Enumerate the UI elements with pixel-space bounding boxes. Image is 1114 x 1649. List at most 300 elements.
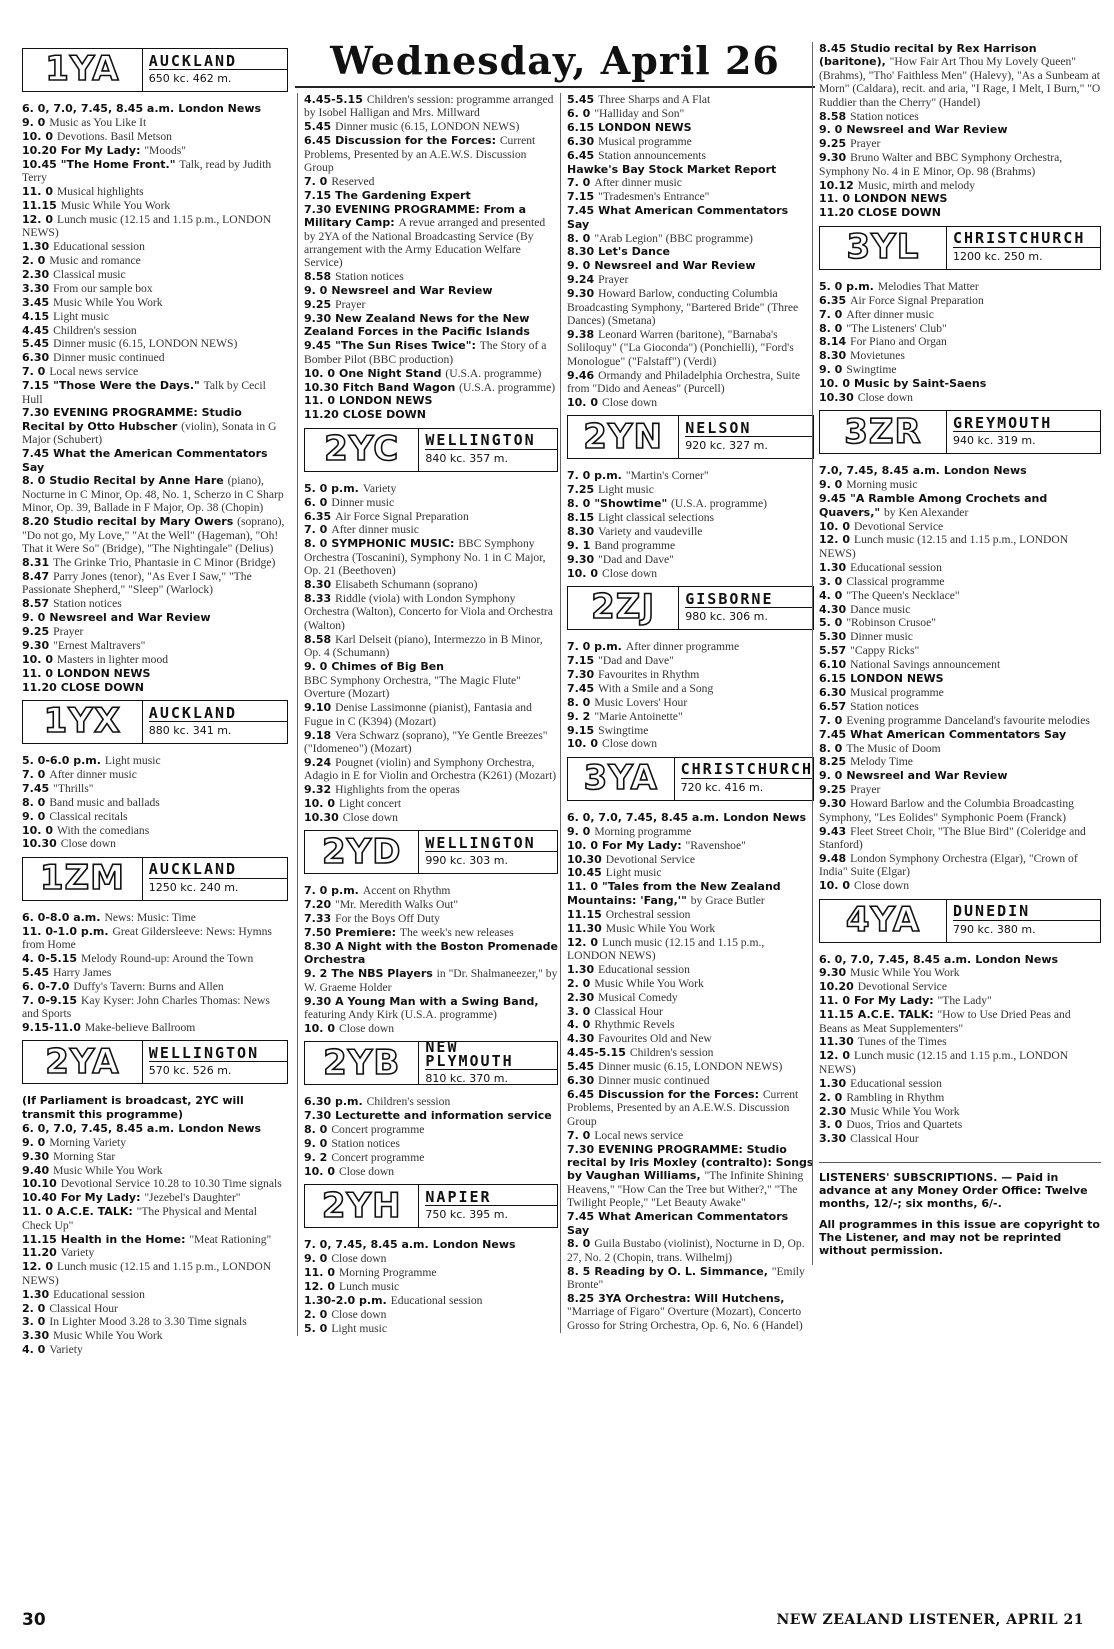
programme-time: 10.20 xyxy=(819,980,854,994)
programme-highlight: Newsreel and War Review xyxy=(49,611,211,625)
programme-entry xyxy=(819,42,1101,109)
programme-title: Station notices xyxy=(850,109,919,123)
station-info xyxy=(947,411,1100,453)
programme-time: 6. 0, 7.0, 7.45, 8.45 a.m. xyxy=(22,1121,175,1135)
station-call-sign: 3YA xyxy=(568,758,675,800)
programme-time: 8.31 xyxy=(22,555,50,569)
programme-title: (piano), Nocturne in C Minor, Op. 48, No. 1, Scherzo in C Sharp Minor, Op. 39, Ballade in F Major, Op. 38 (Chopin) xyxy=(22,474,284,515)
programme-time: 6.30 xyxy=(567,134,595,148)
programme-time: 11. 0 xyxy=(304,1266,335,1280)
programme-entry xyxy=(819,151,1101,178)
station-header xyxy=(22,700,288,744)
programme-title: Band programme xyxy=(594,538,676,552)
programme-title: Close down xyxy=(338,1164,395,1178)
programme-time: 7. 0 p.m. xyxy=(567,469,622,483)
programme-title: From our sample box xyxy=(53,281,153,295)
programme-time: 8. 0 xyxy=(819,741,843,755)
programme-title: Close down xyxy=(853,879,910,893)
programme-time: 7.30 xyxy=(22,406,50,420)
programme-entry xyxy=(304,1280,558,1293)
programme-title: Devotional Service xyxy=(853,519,944,533)
programme-entry xyxy=(567,204,814,231)
programme-entry xyxy=(22,994,288,1021)
programme-entry xyxy=(22,611,288,624)
programme-title: Movietunes xyxy=(850,349,905,363)
programme-entry xyxy=(819,280,1101,293)
station-call-sign: 3ZR xyxy=(820,411,947,453)
programme-entry xyxy=(304,756,558,783)
programme-time: 5. 0 p.m. xyxy=(304,481,359,495)
programme-highlight: One Night Stand xyxy=(338,366,446,380)
programme-title: After dinner music xyxy=(331,523,419,537)
column-1 xyxy=(22,42,288,1357)
programme-title: Lunch music (12.15 and 1.15 p.m., LONDON NEWS) xyxy=(22,1260,272,1287)
programme-time: 10. 0 xyxy=(304,366,335,380)
programme-title: Close down xyxy=(338,1021,395,1035)
programme-title: Classical Hour xyxy=(49,1301,118,1315)
programme-entry xyxy=(304,633,558,660)
programme-time: 10. 0 xyxy=(22,129,53,143)
programme-entry xyxy=(819,852,1101,879)
programme-time: 7.50 xyxy=(304,926,332,940)
programme-title: Educational session xyxy=(53,1287,145,1301)
station-info xyxy=(143,1041,287,1083)
programme-entry xyxy=(567,977,814,990)
programme-entry xyxy=(22,406,288,446)
programme-entry xyxy=(22,102,288,115)
programme-entry xyxy=(22,625,288,638)
programme-title: Light music xyxy=(331,1321,388,1335)
programme-entry xyxy=(819,349,1101,362)
station-city: CHRISTCHURCH xyxy=(953,232,1100,247)
programme-time: 11. 0 xyxy=(819,994,850,1008)
programme-entry xyxy=(567,1237,814,1264)
programme-entry xyxy=(22,768,288,781)
programme-title: Music, mirth and melody xyxy=(857,178,976,192)
programme-time: 5.57 xyxy=(819,644,847,658)
programme-time: 9.48 xyxy=(819,851,847,865)
programme-title: "Cappy Ricks" xyxy=(850,644,920,658)
station-header xyxy=(819,226,1101,270)
programme-entry xyxy=(304,482,558,495)
programme-time: 3. 0 xyxy=(819,574,843,588)
programme-time: 9. 0 xyxy=(819,769,843,783)
programme-time: 10. 0 xyxy=(567,838,598,852)
programme-time: 7. 0 xyxy=(304,174,328,188)
programme-highlight: What the American Commentators Say xyxy=(22,447,268,474)
programme-time: 10.20 xyxy=(22,143,57,157)
programme-entry xyxy=(304,408,558,421)
programme-title: In Lighter Mood 3.28 to 3.30 Time signals xyxy=(49,1315,247,1329)
programme-title: (violin), Sonata in G Major (Schubert) xyxy=(22,419,277,447)
programme-entry xyxy=(567,1060,814,1073)
station-frequency: 720 kc. 416 m. xyxy=(680,780,764,794)
station-header xyxy=(304,1038,558,1086)
programme-time: 9.30 xyxy=(567,287,595,301)
programme-entry xyxy=(304,270,558,283)
programme-entry xyxy=(304,284,558,297)
programme-entry xyxy=(22,1136,288,1149)
programme-time: 6.45 xyxy=(304,134,332,148)
programme-time: 9. 2 xyxy=(567,709,591,723)
programme-title: Parry Jones (tenor), "As Ever I Saw," "The Passionate Shepherd," "Sleep" (Warlock) xyxy=(22,569,252,597)
programme-time: 7. 0 p.m. xyxy=(304,884,359,898)
programme-title: For the Boys Off Duty xyxy=(335,912,440,926)
programme-entry xyxy=(819,714,1101,727)
programme-entry xyxy=(22,351,288,364)
programme-title: Concert programme xyxy=(331,1123,425,1137)
programme-time: 6.30 xyxy=(819,685,847,699)
programme-title: Music While You Work xyxy=(53,1329,163,1343)
programme-title: "Halliday and Son" xyxy=(594,106,685,120)
programme-entry xyxy=(819,335,1101,348)
programme-time: 7.30 xyxy=(567,667,595,681)
programme-highlight: "The Home Front." xyxy=(60,157,180,171)
programme-time: 4.30 xyxy=(819,602,847,616)
programme-entry xyxy=(304,729,558,756)
programme-entry xyxy=(22,379,288,406)
programme-title: With the comedians xyxy=(56,823,150,837)
programme-time: 9.15-11.0 xyxy=(22,1021,81,1035)
programme-highlight: Let's Dance xyxy=(598,245,670,259)
programme-title: Music While You Work xyxy=(605,921,716,935)
programme-title: Station notices xyxy=(335,270,404,284)
programme-title: Melody Round-up: Around the Town xyxy=(81,952,254,966)
station-city: AUCKLAND xyxy=(149,863,287,878)
programme-entry xyxy=(304,189,558,202)
programme-title: Prayer xyxy=(598,273,629,287)
programme-entry xyxy=(22,1288,288,1301)
station-info xyxy=(947,227,1100,269)
programme-time: 2. 0 xyxy=(22,253,46,267)
programme-entry xyxy=(22,1233,288,1246)
programme-time: 11.20 xyxy=(22,1246,57,1260)
programme-title: BBC Symphony Orchestra, "The Magic Flute" Overture (Mozart) xyxy=(304,673,521,701)
programme-title: BBC Symphony Orchestra (Toscanini), Symphony No. 1 in C Major, Op. 21 (Beethoven) xyxy=(304,537,546,578)
programme-entry xyxy=(567,121,814,134)
programme-title: A revue arranged and presented by 2YA of the National Broadcasting Service (By arrangement with the Army Education Welfare Service) xyxy=(304,216,546,270)
programme-entry xyxy=(819,603,1101,616)
programme-title: Close down xyxy=(342,811,398,824)
programme-time: 8.15 xyxy=(567,511,595,525)
programme-entry xyxy=(819,755,1101,768)
programme-title: London Symphony Orchestra (Elgar), "Crown of India" Suite (Elgar) xyxy=(819,851,1078,879)
programme-time: 11.15 xyxy=(567,907,602,921)
programme-entry xyxy=(22,1150,288,1163)
programme-highlight: SYMPHONIC MUSIC: xyxy=(331,537,459,551)
programme-entry xyxy=(567,1292,814,1332)
programme-entry xyxy=(567,866,814,879)
programme-time: 7. 0 p.m. xyxy=(567,640,622,654)
programme-time: 7. 0 xyxy=(22,767,46,781)
programme-time: 4.45 xyxy=(22,323,50,337)
programme-time: 9.24 xyxy=(567,273,595,287)
programme-entry xyxy=(22,782,288,795)
programme-title: Current Problems, Presented by an A.E.W.S. Discussion Group xyxy=(304,134,536,175)
programme-entry xyxy=(819,561,1101,574)
programme-title: Devotional Service xyxy=(605,852,695,866)
station-header xyxy=(304,428,558,472)
programme-entry xyxy=(304,175,558,188)
programme-entry xyxy=(819,1091,1101,1104)
programme-entry xyxy=(22,597,288,610)
programme-time: 9. 0 xyxy=(22,809,46,823)
programme-entry xyxy=(22,1177,288,1190)
programme-time: 7.45 xyxy=(567,204,595,218)
programme-title: Reserved xyxy=(331,174,375,188)
programme-time: 9. 0 xyxy=(22,611,46,625)
programme-time: 8.58 xyxy=(304,632,332,646)
programme-highlight: London News xyxy=(432,1238,516,1252)
programme-time: 7.45 xyxy=(567,681,595,695)
programme-highlight: Health in the Home: xyxy=(60,1232,190,1246)
programme-title: Kay Kyser: John Charles Thomas: News and Sports xyxy=(22,993,270,1021)
programme-title: "Dad and Dave" xyxy=(598,552,674,566)
programme-entry xyxy=(819,1008,1101,1035)
programme-time: 9. 0 xyxy=(567,259,591,273)
programme-time: 10.30 xyxy=(22,837,57,851)
programme-time: 6.15 xyxy=(567,120,595,134)
station-frequency: 880 kc. 341 m. xyxy=(148,723,232,737)
programme-title: Accent on Rhythm xyxy=(362,884,451,898)
programme-title: Melodies That Matter xyxy=(877,279,979,293)
programme-entry xyxy=(819,520,1101,533)
programme-entry xyxy=(567,1074,814,1087)
programme-title: Close down xyxy=(857,391,913,405)
programme-title: News: Music: Time xyxy=(104,910,196,924)
programme-time: 9. 0 xyxy=(567,824,591,838)
programme-time: 11.30 xyxy=(567,921,602,935)
station-frequency: 810 kc. 370 m. xyxy=(425,1072,508,1086)
programme-title: Classical Hour xyxy=(594,1004,663,1018)
programme-entry xyxy=(567,469,814,482)
programme-time: 7.30 xyxy=(567,1142,595,1156)
programme-entry xyxy=(22,952,288,965)
programme-entry xyxy=(567,190,814,203)
subscriptions-text: LISTENERS' SUBSCRIPTIONS. — Paid in advance at any Money Order Office: Twelve months, 12/-; six months, 6/-. xyxy=(819,1170,1088,1210)
programme-entry xyxy=(819,308,1101,321)
programme-title: Great Gildersleeve: News: Hymns from Home xyxy=(22,924,272,952)
programme-highlight: EVENING PROGRAMME: From a Military Camp: xyxy=(304,202,527,230)
programme-time: 4.15 xyxy=(22,309,50,323)
programme-title: Riddle (viola) with London Symphony Orchestra (Walton), Concerto for Viola and Orchestra (Walton) xyxy=(304,592,553,632)
programme-title: Station notices xyxy=(850,699,919,713)
programme-entry xyxy=(819,644,1101,657)
programme-time: 10. 0 xyxy=(567,737,598,751)
programme-time: 10. 0 xyxy=(567,395,598,409)
programme-highlight: A.C.E. TALK: xyxy=(857,1008,938,1022)
programme-title: "Robinson Crusoe" xyxy=(846,616,936,630)
programme-entry xyxy=(819,953,1101,966)
programme-time: 7.15 xyxy=(567,190,595,204)
programme-title: "Ernest Maltravers" xyxy=(53,638,146,652)
programme-time: 7. 0 xyxy=(22,365,46,379)
station-frequency: 980 kc. 306 m. xyxy=(685,610,768,624)
programme-time: 7.15 xyxy=(22,379,50,393)
programme-entry xyxy=(22,1021,288,1034)
programme-entry xyxy=(304,339,558,366)
programme-highlight: EVENING PROGRAMME: Studio Recital by Otto Hubscher xyxy=(22,406,242,433)
programme-time: 7. 0 xyxy=(567,176,591,190)
programme-time: 9.30 xyxy=(819,151,847,165)
station-info xyxy=(675,758,813,800)
programme-entry xyxy=(304,674,558,701)
programme-entry xyxy=(567,737,814,750)
programme-time: 9.15 xyxy=(567,723,595,737)
programme-time: 6.30 xyxy=(22,351,50,365)
programme-entry xyxy=(304,884,558,897)
station-frequency: 990 kc. 303 m. xyxy=(425,854,508,868)
programme-time: 10.30 xyxy=(304,380,339,394)
programme-time: 11.15 xyxy=(819,1008,854,1022)
station-call-sign: 2YA xyxy=(23,1041,143,1083)
programme-entry xyxy=(567,511,814,524)
programme-entry xyxy=(567,176,814,189)
programme-title: Children's session xyxy=(366,1095,451,1109)
programme-entry xyxy=(819,294,1101,307)
programme-title: Close down xyxy=(601,737,658,751)
station-header xyxy=(819,410,1101,454)
programme-entry xyxy=(819,728,1101,741)
programme-time: 7. 0, 7.45, 8.45 a.m. xyxy=(304,1238,429,1252)
programme-time: 10. 0 xyxy=(22,823,53,837)
copyright-notice: All programmes in this issue are copyright to The Listener, and may not be reprinted without permission. xyxy=(819,1217,1100,1257)
programme-title: Lunch music xyxy=(338,1280,400,1294)
programme-time: 9. 0 xyxy=(304,284,328,298)
programme-highlight: Studio Recital by Anne Hare xyxy=(49,474,228,488)
programme-time: 8. 0 xyxy=(304,1123,328,1137)
programme-time: 9.25 xyxy=(819,137,847,151)
programme-highlight: Music by Saint-Saens xyxy=(853,377,987,391)
programme-entry xyxy=(22,310,288,323)
programme-time: 8.57 xyxy=(22,597,50,611)
programme-time: 11. 0 xyxy=(22,184,53,198)
programme-time: 4.30 xyxy=(567,1032,595,1046)
programme-title: Dinner music (6.15, LONDON NEWS) xyxy=(598,1060,783,1074)
programme-entry xyxy=(304,940,558,967)
programme-entry xyxy=(567,1046,814,1059)
programme-title: Music as You Like It xyxy=(49,115,147,129)
programme-title: Dinner music xyxy=(850,630,913,644)
programme-entry xyxy=(22,810,288,823)
programme-entry xyxy=(819,658,1101,671)
programme-time: 7.45 xyxy=(819,727,847,741)
programme-time: 11.30 xyxy=(819,1035,854,1049)
station-info xyxy=(419,1038,557,1086)
programme-title: Vera Schwarz (soprano), "Ye Gentle Breezes" ("Idomeneo") (Mozart) xyxy=(304,728,548,755)
programme-entry xyxy=(304,134,558,174)
programme-title: Lunch music (12.15 and 1.15 p.m., LONDON NEWS) xyxy=(819,1049,1069,1076)
programme-title: Karl Delseit (piano), Intermezzo in B Minor, Op. 4 (Schumann) xyxy=(304,632,543,660)
programme-time: 4.45-5.15 xyxy=(304,93,363,106)
programme-time: 7. 0 xyxy=(819,713,843,727)
programme-entry xyxy=(22,1260,288,1287)
station-info xyxy=(143,858,287,900)
programme-time: 7. 0 xyxy=(819,307,843,321)
programme-title: Talk, read by Judith Terry xyxy=(22,157,272,185)
programme-title: Morning Star xyxy=(53,1149,116,1163)
programme-title: "Mr. Meredith Walks Out" xyxy=(335,898,459,912)
programme-entry xyxy=(22,365,288,378)
programme-time: 8. 0 xyxy=(567,231,591,245)
programme-time: 11. 0 xyxy=(567,880,598,894)
programme-title: Current Problems, Presented by an A.E.W.S. Discussion Group xyxy=(567,1087,799,1128)
programme-time: 6.30 p.m. xyxy=(304,1095,363,1109)
programme-entry xyxy=(304,783,558,796)
station-call-sign: 2YD xyxy=(305,831,419,873)
programme-entry xyxy=(567,497,814,510)
programme-time: 8. 0 xyxy=(819,321,843,335)
programme-entry xyxy=(567,245,814,258)
programme-entry xyxy=(819,322,1101,335)
programme-entry xyxy=(304,1294,558,1307)
programme-highlight: Lecturette and information service xyxy=(335,1109,552,1123)
programme-title: Educational session xyxy=(850,560,942,574)
programme-time: 8.30 xyxy=(567,524,595,538)
programme-title: For Piano and Organ xyxy=(850,335,947,349)
programme-time: 1.30 xyxy=(22,240,50,254)
programme-highlight: CLOSE DOWN xyxy=(342,408,426,422)
station-city: NAPIER xyxy=(425,1191,557,1206)
programme-time: 9. 0 xyxy=(22,1135,46,1149)
programme-time: 2.30 xyxy=(22,267,50,281)
programme-title: Variety xyxy=(362,481,397,495)
programme-time: 9.32 xyxy=(304,783,332,797)
programme-entry xyxy=(567,93,814,106)
programme-time: 8. 0 xyxy=(304,537,328,551)
programme-time: 9.30 xyxy=(304,994,332,1008)
station-info xyxy=(143,49,287,91)
programme-title: Highlights from the operas xyxy=(335,783,460,797)
programme-time: 7. 0 xyxy=(567,1128,591,1142)
programme-time: 3. 0 xyxy=(567,1004,591,1018)
programme-time: 10. 0 xyxy=(819,519,850,533)
programme-highlight: "A Ramble Among Crochets and Quavers," xyxy=(819,492,1048,519)
programme-time: 11. 0 xyxy=(22,1205,53,1219)
programme-title: Favourites Old and New xyxy=(598,1032,712,1046)
station-frequency: 790 kc. 380 m. xyxy=(953,922,1036,936)
programme-time: 11.20 xyxy=(22,680,57,694)
programme-highlight: London News xyxy=(943,464,1027,478)
programme-time: 6.10 xyxy=(819,658,847,672)
programme-time: 6. 0-8.0 a.m. xyxy=(22,910,101,924)
programme-title: (soprano), "Do not go, My Love," "At the Well" (Hageman), "Oh! That it Were So" (Bridge), "The Nightingale" (Delius) xyxy=(22,515,285,555)
programme-highlight: CLOSE DOWN xyxy=(857,206,941,220)
programme-title: Duffy's Tavern: Burns and Allen xyxy=(73,979,224,993)
programme-entry xyxy=(567,991,814,1004)
programme-time: 4.45-5.15 xyxy=(567,1046,626,1060)
programme-highlight: For My Lady: xyxy=(60,1191,145,1205)
programme-time: 9. 0 xyxy=(304,1252,328,1266)
programme-highlight: What American Commentators Say xyxy=(567,1210,789,1237)
programme-entry xyxy=(567,483,814,496)
programme-title: Rambling in Rhythm xyxy=(846,1090,945,1104)
station-info xyxy=(947,900,1100,942)
programme-highlight: London News xyxy=(178,1121,262,1135)
programme-entry xyxy=(819,783,1101,796)
programme-time: 11.20 xyxy=(819,206,854,220)
programme-entry xyxy=(567,328,814,368)
programme-time: 12. 0 xyxy=(304,1280,335,1294)
programme-entry xyxy=(819,137,1101,150)
programme-time: 7.45 xyxy=(567,1210,595,1224)
programme-time: 7.0, 7.45, 8.45 a.m. xyxy=(819,464,940,478)
programme-highlight: New Zealand News for the New Zealand Forces in the Pacific Islands xyxy=(304,312,530,339)
programme-time: 8.58 xyxy=(819,109,847,123)
programme-time: 8.20 xyxy=(22,515,50,529)
page-number: 30 xyxy=(22,1610,46,1630)
programme-time: 11.20 xyxy=(304,408,339,422)
